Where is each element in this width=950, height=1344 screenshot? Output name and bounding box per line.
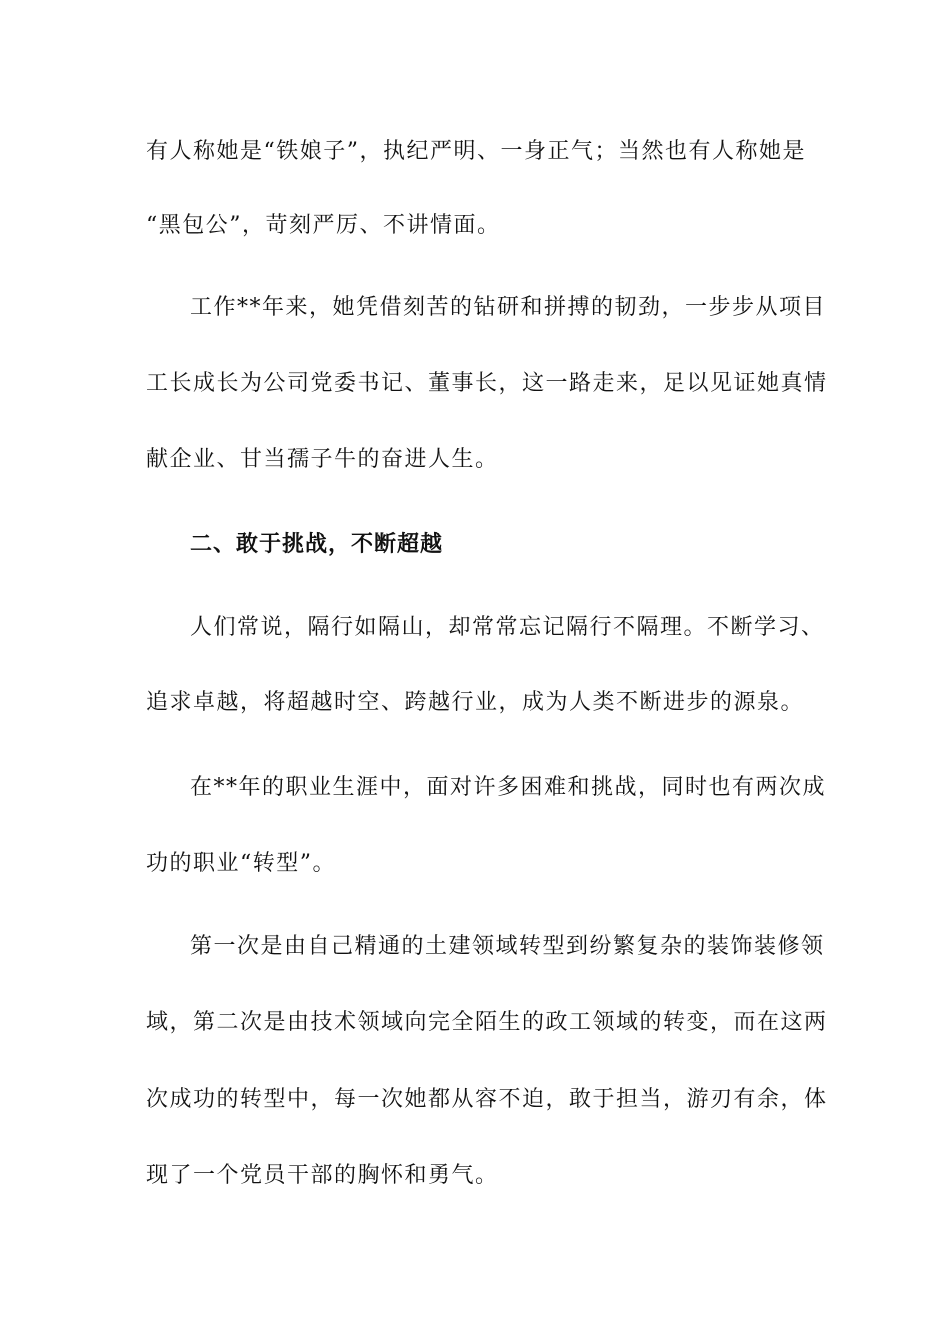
paragraph-2-line-2: 工长成长为公司党委书记、董事长，这一路走来，足以见证她真情 (146, 371, 828, 396)
paragraph-3-line-2: 追求卓越，将超越时空、跨越行业，成为人类不断进步的源泉。 (146, 690, 805, 715)
paragraph-3-line-1: 人们常说，隔行如隔山，却常常忘记隔行不隔理。不断学习、 (190, 615, 825, 640)
section-heading: 二、敢于挑战，不断超越 (190, 532, 444, 557)
paragraph-4-line-1: 在**年的职业生涯中，面对许多困难和挑战，同时也有两次成 (190, 775, 827, 800)
paragraph-2-line-3: 献企业、甘当孺子牛的奋进人生。 (146, 447, 499, 472)
paragraph-1-line-1: 有人称她是“铁娘子”，执纪严明、一身正气；当然也有人称她是 (146, 139, 806, 164)
paragraph-5-line-1: 第一次是由自己精通的土建领域转型到纷繁复杂的装饰装修领 (190, 934, 825, 959)
paragraph-5-line-3: 次成功的转型中，每一次她都从容不迫，敢于担当，游刃有余，体 (146, 1087, 828, 1112)
paragraph-5-line-2: 域，第二次是由技术领域向完全陌生的政工领域的转变，而在这两 (146, 1010, 828, 1035)
paragraph-4-line-2: 功的职业“转型”。 (146, 851, 336, 876)
paragraph-1-line-2: “黑包公”，苛刻严厉、不讲情面。 (146, 213, 501, 238)
paragraph-2-line-1: 工作**年来，她凭借刻苦的钻研和拼搏的韧劲，一步步从项目 (190, 295, 827, 320)
paragraph-5-line-4: 现了一个党员干部的胸怀和勇气。 (146, 1163, 499, 1188)
